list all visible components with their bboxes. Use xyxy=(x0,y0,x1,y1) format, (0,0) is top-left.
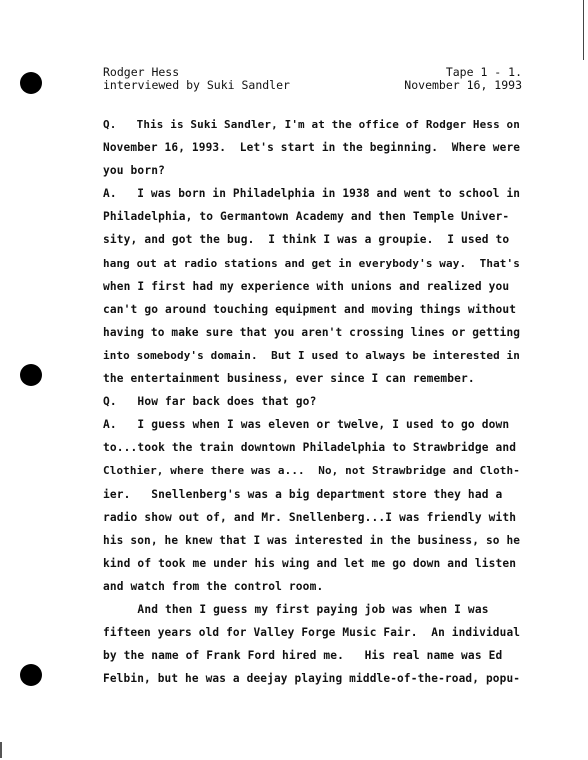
text-line: Q. This is Suki Sandler, I'm at the office of Rodger Hess on xyxy=(103,118,520,131)
header-row-2 xyxy=(103,79,522,92)
interview-date: November 16, 1993 xyxy=(404,78,522,92)
text-line: can't go around touching equipment and moving things without xyxy=(103,302,517,316)
tape-number: Tape 1 - 1. xyxy=(445,65,522,79)
text-line: sity, and got the bug. I think I was a groupie. I used to xyxy=(103,233,510,247)
text-line: when I first had my experience with unions and realized you xyxy=(103,279,510,293)
interviewer-line: interviewed by Suki Sandler xyxy=(103,78,290,92)
text-line: fifteen years old for Valley Forge Music Fair. An individual xyxy=(103,626,521,640)
text-line: by the name of Frank Ford hired me. His real name was Ed xyxy=(103,649,503,663)
transcript-header xyxy=(103,66,522,92)
interviewee-name: Rodger Hess xyxy=(103,65,180,79)
text-line: you born? xyxy=(103,164,165,178)
text-line: kind of took me under his wing and let me go down and listen xyxy=(103,556,517,570)
text-line: Felbin, but he was a deejay playing middle-of-the-road, popu- xyxy=(103,672,521,686)
binder-hole-bottom xyxy=(20,664,42,686)
text-line: A. I guess when I was eleven or twelve, I used to go down xyxy=(103,418,510,432)
text-line: And then I guess my first paying job was when I was xyxy=(103,602,489,616)
binder-hole-top xyxy=(20,72,42,94)
text-line: November 16, 1993. Let's start in the beginning. Where were xyxy=(103,141,521,155)
transcript-body xyxy=(103,113,522,690)
text-line: into somebody's domain. But I used to always be interested in xyxy=(103,348,520,362)
text-line: Q. How far back does that go? xyxy=(103,395,317,409)
text-line: the entertainment business, ever since I can remember. xyxy=(103,372,475,386)
text-line: A. I was born in Philadelphia in 1938 and went to school in xyxy=(103,187,521,201)
text-line: Philadelphia, to Germantown Academy and then Temple Univer- xyxy=(103,210,510,224)
page-edge-line xyxy=(583,0,584,60)
text-line: Clothier, where there was a... No, not Strawbridge and Cloth- xyxy=(103,464,520,478)
text-line: hang out at radio stations and get in everybody's way. That's xyxy=(103,256,520,270)
text-line: having to make sure that you aren't crossing lines or getting xyxy=(103,325,521,339)
page-edge-mark xyxy=(0,742,2,758)
text-line: and watch from the control room. xyxy=(103,579,324,593)
binder-hole-middle xyxy=(20,364,42,386)
text-line: to...took the train downtown Philadelphia to Strawbridge and xyxy=(103,441,517,455)
text-line: radio show out of, and Mr. Snellenberg...I was friendly with xyxy=(103,510,517,524)
text-line: ier. Snellenberg's was a big department store they had a xyxy=(103,487,503,501)
text-line: his son, he knew that I was interested in the business, so he xyxy=(103,533,521,547)
